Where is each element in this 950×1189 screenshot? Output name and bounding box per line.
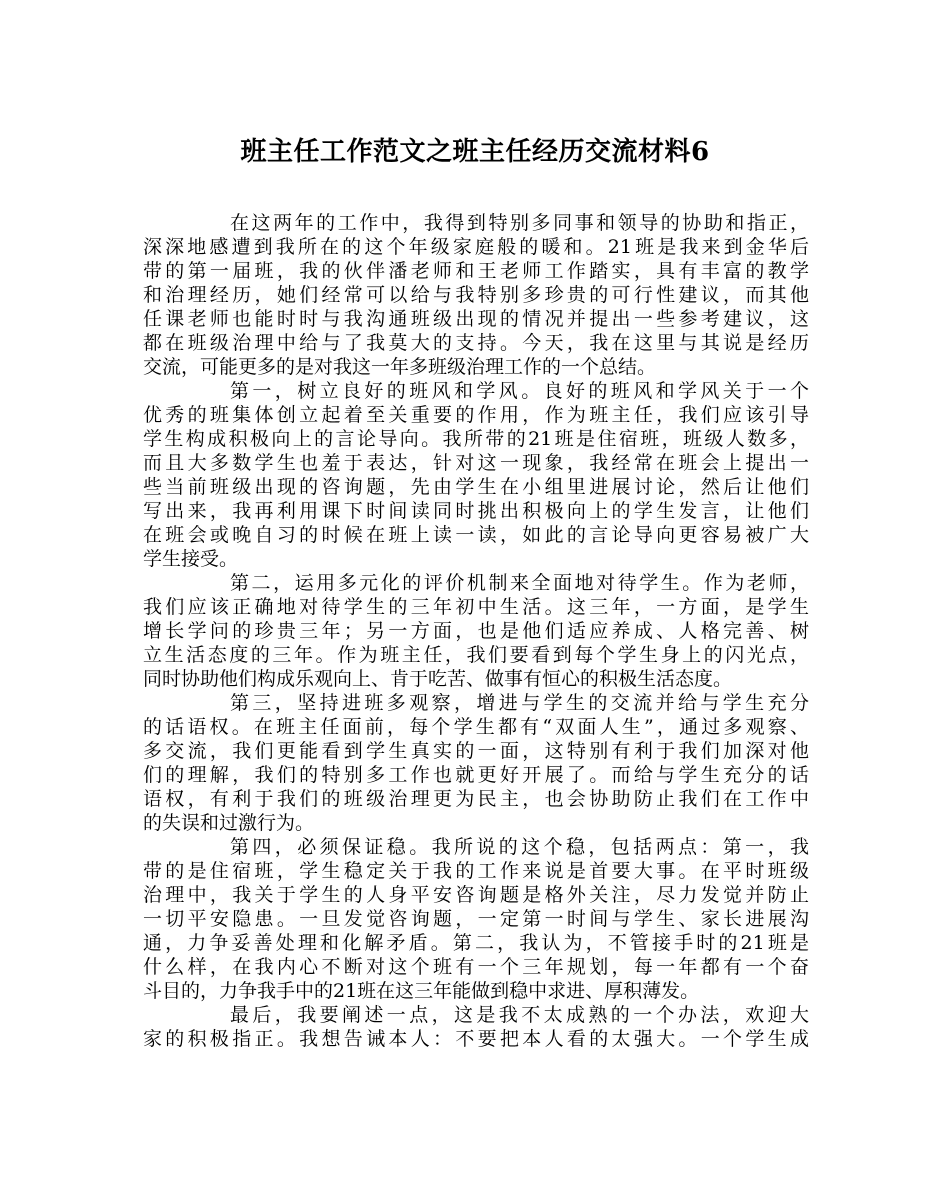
paragraph-line: 在班会或晚自习的时候在班上读一读，如此的言论导向更容易被广大	[143, 524, 809, 546]
paragraph-line: 语权，有利于我们的班级治理更为民主，也会协助防止我们在工作中	[143, 788, 809, 810]
paragraph-line: 在这两年的工作中，我得到特别多同事和领导的协助和指正，	[230, 212, 809, 234]
paragraph-line: 和治理经历，她们经常可以给与我特别多珍贵的可行性建议，而其他	[143, 284, 809, 306]
paragraph-line: 任课老师也能时时与我沟通班级出现的情况并提出一些参考建议，这	[143, 308, 809, 330]
paragraph-line: 交流，可能更多的是对我这一年多班级治理工作的一个总结。	[143, 356, 657, 378]
paragraph-line: 治理中，我关于学生的人身平安咨询题是格外关注，尽力发觉并防止	[143, 884, 809, 906]
paragraph-line: 同时协助他们构成乐观向上、肯于吃苦、做事有恒心的积极生活态度。	[143, 668, 733, 690]
paragraph-line: 斗目的，力争我手中的21班在这三年能做到稳中求进、厚积薄发。	[143, 980, 700, 1002]
paragraph-line: 写出来，我再利用课下时间读同时挑出积极向上的学生发言，让他们	[143, 500, 809, 522]
document-title: 班主任工作范文之班主任经历交流材料6	[240, 137, 710, 167]
paragraph-line: 带的是住宿班，学生稳定关于我的工作来说是首要大事。在平时班级	[143, 860, 809, 882]
paragraph-line: 们的理解，我们的特别多工作也就更好开展了。而给与学生充分的话	[143, 764, 809, 786]
paragraph-line: 学生构成积极向上的言论导向。我所带的21班是住宿班，班级人数多，	[143, 428, 809, 450]
paragraph-line: 些当前班级出现的咨询题，先由学生在小组里进展讨论，然后让他们	[143, 476, 809, 498]
paragraph-line: 第二，运用多元化的评价机制来全面地对待学生。作为老师，	[230, 572, 809, 594]
paragraph-line: 第三，坚持进班多观察，增进与学生的交流并给与学生充分	[230, 692, 809, 714]
paragraph-line: 什么样，在我内心不断对这个班有一个三年规划，每一年都有一个奋	[143, 956, 809, 978]
paragraph-line: 优秀的班集体创立起着至关重要的作用，作为班主任，我们应该引导	[143, 404, 809, 426]
paragraph-line: 学生接受。	[143, 548, 239, 570]
paragraph-line: 增长学问的珍贵三年；另一方面，也是他们适应养成、人格完善、树	[143, 620, 809, 642]
paragraph-line: 多交流，我们更能看到学生真实的一面，这特别有利于我们加深对他	[143, 740, 809, 762]
paragraph-line: 第四，必须保证稳。我所说的这个稳，包括两点：第一，我	[230, 836, 809, 858]
paragraph-line: 而且大多数学生也羞于表达，针对这一现象，我经常在班会上提出一	[143, 452, 809, 474]
paragraph-line: 立生活态度的三年。作为班主任，我们要看到每个学生身上的闪光点，	[143, 644, 809, 666]
paragraph-line: 第一，树立良好的班风和学风。良好的班风和学风关于一个	[230, 380, 809, 402]
paragraph-line: 我们应该正确地对待学生的三年初中生活。这三年，一方面，是学生	[143, 596, 809, 618]
paragraph-line: 的失误和过激行为。	[143, 812, 315, 834]
paragraph-line: 一切平安隐患。一旦发觉咨询题，一定第一时间与学生、家长进展沟	[143, 908, 809, 930]
paragraph-line: 家的积极指正。我想告诫本人：不要把本人看的太强大。一个学生成	[143, 1028, 809, 1050]
paragraph-line: 通，力争妥善处理和化解矛盾。第二，我认为，不管接手时的21班是	[143, 932, 809, 954]
paragraph-line: 都在班级治理中给与了我莫大的支持。今天，我在这里与其说是经历	[143, 332, 809, 354]
paragraph-line: 深深地感遭到我所在的这个年级家庭般的暖和。21班是我来到金华后	[143, 236, 809, 258]
paragraph-line: 最后，我要阐述一点，这是我不太成熟的一个办法，欢迎大	[230, 1004, 809, 1026]
paragraph-line: 的话语权。在班主任面前，每个学生都有“双面人生”，通过多观察、	[143, 716, 809, 738]
paragraph-line: 带的第一届班，我的伙伴潘老师和王老师工作踏实，具有丰富的教学	[143, 260, 809, 282]
